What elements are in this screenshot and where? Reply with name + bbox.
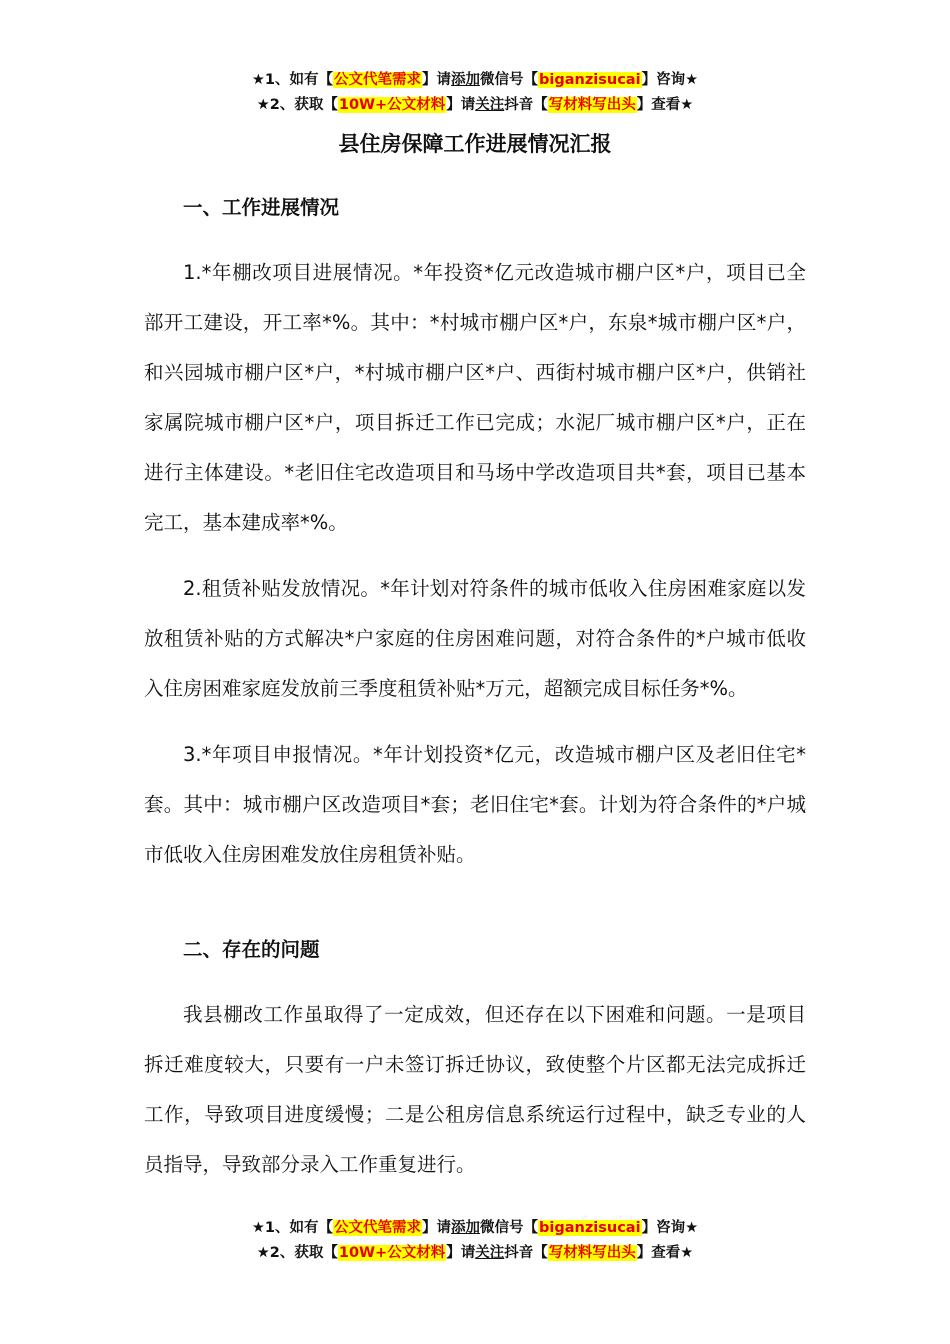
star-icon: ★	[251, 72, 265, 88]
banner-text: 1、如有【	[264, 72, 334, 88]
banner-text: 2、获取【	[269, 1245, 338, 1261]
banner-text: 】请	[422, 1220, 452, 1236]
bottom-banner	[0, 1216, 950, 1266]
paragraph: 我县棚改工作虽取得了一定成效，但还存在以下困难和问题。一是项目拆迁难度较大，只要有一户未签订拆迁协议，致使整个片区都无法完成拆迁工作，导致项目进度缓慢；二是公租房信息系统运行过程中，缺乏专业的人员指导，导致部分录入工作重复进行。	[144, 1003, 806, 1176]
banner-line-1	[0, 1216, 950, 1241]
banner-emphasis: 添加	[451, 72, 481, 88]
spacer	[144, 232, 806, 248]
spacer	[144, 548, 806, 564]
section-problems	[144, 926, 806, 1190]
banner-text: 】请	[446, 1245, 476, 1261]
banner-text: 】查看	[636, 1245, 681, 1261]
banner-highlight: 公文代笔需求	[334, 72, 422, 88]
star-icon: ★	[680, 97, 694, 113]
banner-text: 】请	[422, 72, 452, 88]
banner-emphasis: 关注	[475, 1245, 505, 1261]
banner-highlight: 写材料写出头	[548, 1245, 636, 1261]
banner-highlight: biganzisucai	[539, 72, 641, 88]
star-icon: ★	[251, 1220, 265, 1236]
banner-text: 2、获取【	[269, 97, 338, 113]
banner-emphasis: 添加	[451, 1220, 481, 1236]
spacer	[144, 714, 806, 730]
spacer	[144, 974, 806, 990]
banner-text: 】查看	[636, 97, 681, 113]
star-icon: ★	[256, 1245, 270, 1261]
banner-line-2	[0, 93, 950, 118]
banner-emphasis: 关注	[475, 97, 505, 113]
banner-highlight: biganzisucai	[539, 1220, 641, 1236]
banner-text: 微信号【	[480, 1220, 539, 1236]
banner-highlight: 写材料写出头	[548, 97, 636, 113]
banner-line-2	[0, 1241, 950, 1266]
banner-line-1	[0, 68, 950, 93]
banner-highlight: 10W+公文材料	[338, 1245, 446, 1261]
paragraph: 1.*年棚改项目进展情况。*年投资*亿元改造城市棚户区*户，项目已全部开工建设，开工率*%。其中：*村城市棚户区*户，东泉*城市棚户区*户，和兴园城市棚户区*户，*村城市棚户区*户、西街村城市棚户区*户，供销社家属院城市棚户区*户，项目拆迁工作已完成；水泥厂城市棚户区*户，正在进行主体建设。*老旧住宅改造项目和马场中学改造项目共*套，项目已基本完工，基本建成率*%。	[144, 261, 806, 534]
star-icon: ★	[680, 1245, 694, 1261]
star-icon: ★	[256, 97, 270, 113]
paragraph: 2.租赁补贴发放情况。*年计划对符条件的城市低收入住房困难家庭以发放租赁补贴的方式解决*户家庭的住房困难问题，对符合条件的*户城市低收入住房困难家庭发放前三季度租赁补贴*万元，超额完成目标任务*%。	[144, 577, 806, 700]
star-icon: ★	[685, 72, 699, 88]
page-title: 县住房保障工作进展情况汇报	[338, 132, 612, 156]
banner-text: 】咨询	[641, 1220, 686, 1236]
paragraph: 3.*年项目申报情况。*年计划投资*亿元，改造城市棚户区及老旧住宅*套。其中：城市棚户区改造项目*套；老旧住宅*套。计划为符合条件的*户城市低收入住房困难发放住房租赁补贴。	[144, 743, 806, 866]
banner-text: 】请	[446, 97, 476, 113]
banner-text: 抖音【	[504, 97, 548, 113]
banner-text: 抖音【	[504, 1245, 548, 1261]
star-icon: ★	[685, 1220, 699, 1236]
section-heading: 二、存在的问题	[183, 938, 320, 961]
banner-highlight: 公文代笔需求	[334, 1220, 422, 1236]
section-progress	[144, 184, 806, 880]
top-banner	[0, 68, 950, 118]
banner-text: 】咨询	[641, 72, 686, 88]
banner-highlight: 10W+公文材料	[338, 97, 446, 113]
banner-text: 1、如有【	[264, 1220, 334, 1236]
banner-text: 微信号【	[480, 72, 539, 88]
section-heading: 一、工作进展情况	[183, 196, 340, 219]
